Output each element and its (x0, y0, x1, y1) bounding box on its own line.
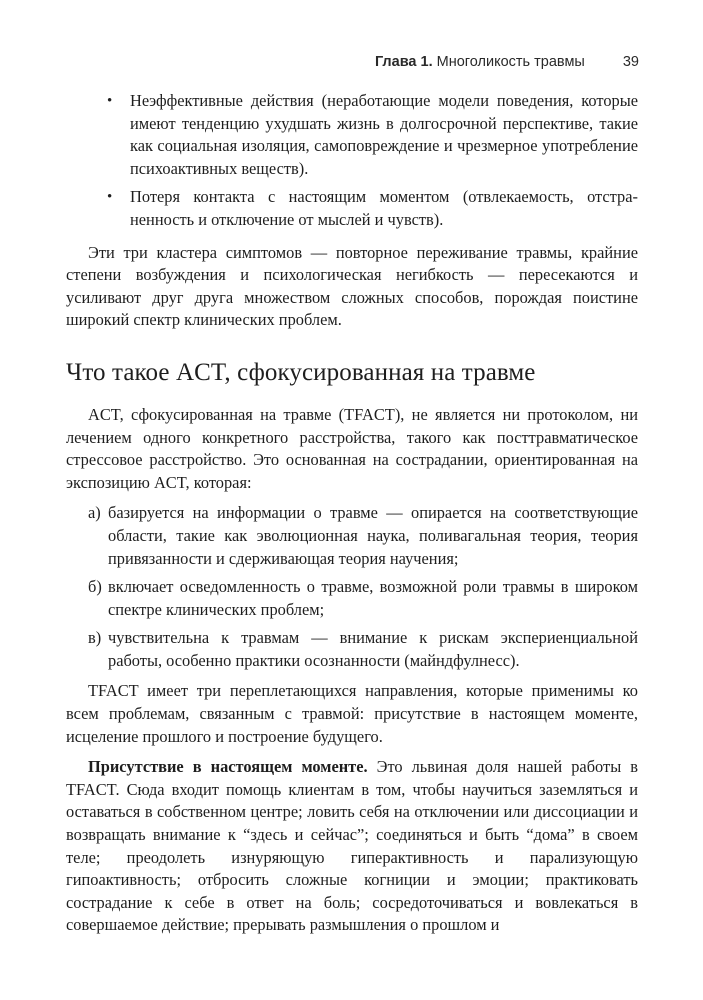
page-body (66, 90, 638, 945)
list-item (66, 576, 638, 621)
paragraph-clusters: Эти три кластера симптомов — повторное переживание травмы, крайние степени возбуждения и психологическая негибкость — пересекаются и усиливают друг друга множеством сложных способов, порождая поистине широкий спектр клинических проблем. (66, 242, 638, 330)
list-marker: в) (88, 628, 102, 648)
paragraph-present-moment (66, 756, 638, 937)
bullet-item (66, 186, 638, 231)
list-text: включает осведомленность о травме, возможной роли травмы в широком спектре клинических проблем; (108, 577, 638, 619)
chapter-label: Глава 1. (374, 54, 433, 70)
running-header (375, 54, 639, 70)
paragraph-text: Это львиная доля нашей работы в TFACT. Сюда входит помощь клиентам в том, чтобы научиться заземляться и оставаться в собственном центре; ловить себя на отключении или диссоциации и возвращать внимание к “здесь и сейчас”; соединяться и быть “дома” в своем теле; преодолеть изнуряющую гиперактивность и парализующую гипоактивность; отбросить сложные когниции и эмоции; практиковать сострадание к себе в ответ на боль; сосредоточиваться и вовлекаться в совершаемое действие; прерывать размышления о прошлом и (66, 757, 638, 935)
list-text: чувствительна к травмам — внимание к рискам экспериенциальной работы, особенно практики осознанности (майндфулнесс). (108, 628, 638, 670)
bullet-text: Потеря контакта с настоящим моментом (отвлекаемость, отстраненность и отключение от мыслей и чувств). (130, 187, 638, 229)
list-marker: б) (88, 577, 102, 597)
bullet-icon: • (107, 93, 113, 109)
bullet-item (66, 90, 638, 180)
list-item (66, 627, 638, 672)
chapter-title: Многоликость травмы (436, 54, 585, 70)
bullet-icon: • (107, 189, 113, 206)
page-number: 39 (622, 54, 639, 70)
paragraph-tfact-definition: ACT, сфокусированная на травме (TFACT), не является ни протоколом, ни лечением одного конкретного расстройства, такого как посттравматическое стрессовое расстройство. Это основанная на сострадании, ориентированная на экспозицию ACT, которая: (66, 404, 638, 492)
section-heading: Что такое ACT, сфокусированная на травме (66, 358, 536, 386)
paragraph-three-strands: TFACT имеет три переплетающихся направления, которые применимы ко всем проблемам, связанным с травмой: присутствие в настоящем моменте, исцеление прошлого и построение будущего. (66, 681, 638, 746)
list-marker: а) (88, 503, 101, 523)
bullet-list (66, 90, 638, 232)
bullet-text: Неэффективные действия (неработающие модели поведения, которые имеют тенденцию ухудшать жизнь в долгосрочной перспективе, такие как социальная изоляция, самоповреждение и чрезмерное употребление психоактивных веществ). (130, 91, 638, 178)
paragraph-lead: Присутствие в настоящем моменте. (88, 757, 368, 777)
list-text: базируется на информации о травме — опирается на соответствующие области, такие как эволюционная наука, поливагальная теория, теория привязанности и сдерживающая теория научения; (108, 503, 638, 568)
list-item (66, 502, 638, 570)
lettered-list (66, 502, 638, 672)
